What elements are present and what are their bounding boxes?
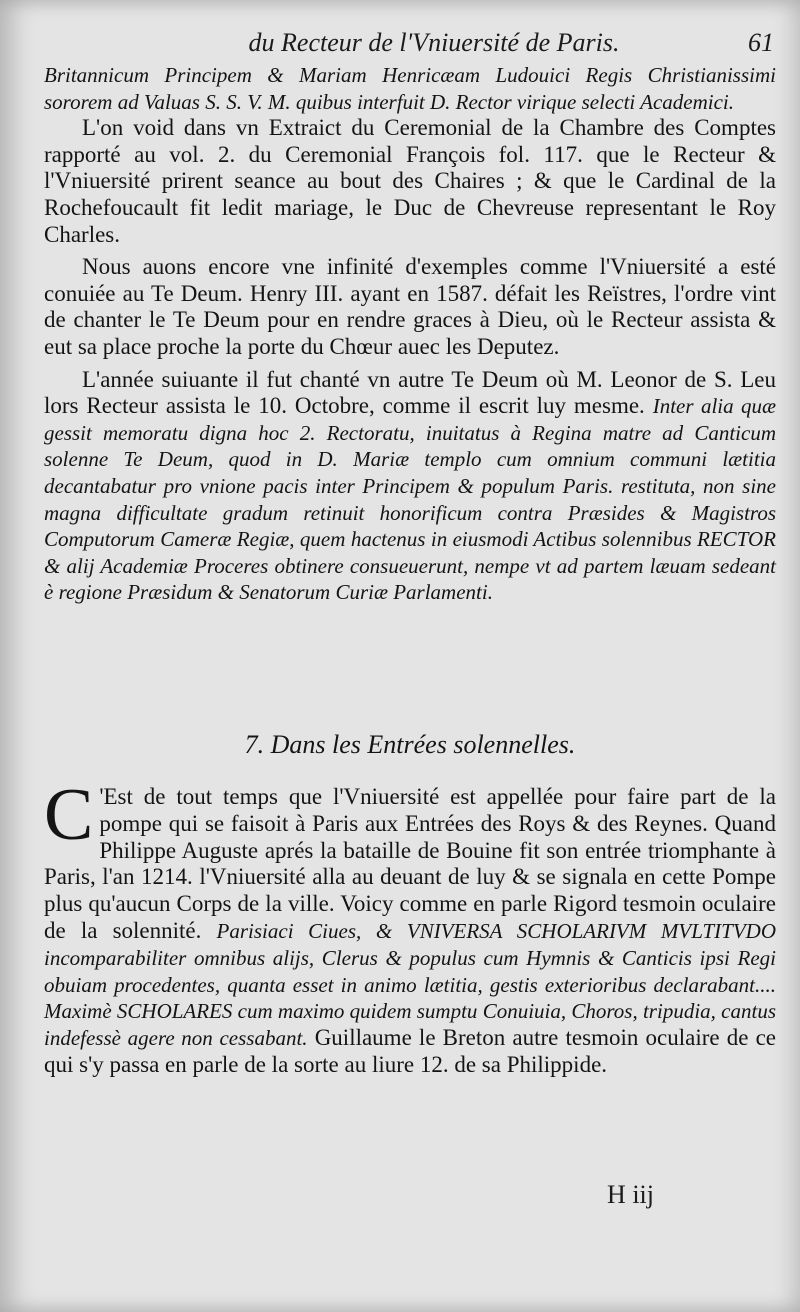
paragraph-leonor-intro: L'année suiuante il fut chanté vn autre Te Deum où M. Leonor de S. Leu lors Recteur assista le 10. Octobre, comme il escrit luy mesme. [44, 366, 776, 419]
page-header [44, 22, 774, 62]
signature-mark: H iij [607, 1180, 654, 1209]
page-number: 61 [748, 28, 774, 57]
paragraph-te-deum: Nous auons encore vne infinité d'exemples comme l'Vniuersité a esté conuiée au Te Deum. Henry III. ayant en 1587. défait les Reïstres, l'ordre vint de chanter le Te Deum pour en rendre graces à Dieu, où le Recteur assista & eut sa place proche la porte du Chœur auec les Deputez. [44, 254, 776, 359]
section-heading: 7. Dans les Entrées solennelles. [244, 730, 576, 759]
latin-quotation-rigord: Parisiaci Ciues, & VNIVERSA SCHOLARIVM MVLTITVDO incomparabiliter omnibus alijs, Clerus & populus cum Hymnis & Canticis ipsi Regi obuiam procedentes, quanta esset in animo lætitia, gestis exterioribus declarabant.... Maximè SCHOLARES cum maximo quidem sumptu Conuiuia, Choros, tripudia, cantus indefessè agere non cessabant. [44, 918, 776, 1051]
paragraph-leonor [44, 367, 776, 606]
section-paragraph: 'Est de tout temps que l'Vniuersité est appellée pour faire part de la pompe qui se faisoit à Paris aux Entrées des Roys & des Reynes. Quand Philippe Auguste aprés la bataille de Bouine fit son entrée triomphante à Paris, l'an 1214. l'Vniuersité alla au deuant de luy & se signala en cette Pompe plus qu'aucun Corps de la ville. Voicy comme en parle Rigord tesmoin oculaire de la solennité. [44, 784, 776, 943]
drop-cap: C [44, 774, 94, 856]
main-text [44, 62, 776, 606]
latin-quotation-top: Britannicum Principem & Mariam Henricæam Ludouici Regis Christianissimi sororem ad Valuas S. S. V. M. quibus interfuit D. Rector virique selecti Academici. [44, 63, 776, 114]
section-body [44, 774, 776, 1079]
paragraph-ceremonial: L'on void dans vn Extraict du Ceremonial de la Chambre des Comptes rapporté au vol. 2. du Ceremonial François fol. 117. que le Recteur & l'Vniuersité prirent seance au bout des Chaires ; & que le Cardinal de la Rochefoucault fit ledit mariage, le Duc de Chevreuse representant le Roy Charles. [44, 115, 776, 247]
latin-quotation-leonor: Inter alia quæ gessit memoratu digna hoc 2. Rectoratu, inuitatus à Regina matre ad Canticum solenne Te Deum, quod in D. Mariæ templo cum omnium communi lætitia decantabatur pro vnione pacis inter Principem & populum Paris. restituta, non sine magna difficultate gradum retinuit honorificum contra Præsides & Magistros Computorum Cameræ Regiæ, quem hactenus in eiusmodi Actibus solennibus RECTOR & alij Academiæ Proceres obtinere consueuerunt, nempe vt ad partem læuam sedeant è regione Præsidum & Senatorum Curiæ Parlamenti. [44, 394, 777, 605]
running-head: du Recteur de l'Vniuersité de Paris. [248, 28, 620, 57]
section-closing: Guillaume le Breton autre tesmoin oculaire de ce qui s'y passa en parle de la sorte au liure 12. de sa Philippide. [44, 1025, 776, 1077]
